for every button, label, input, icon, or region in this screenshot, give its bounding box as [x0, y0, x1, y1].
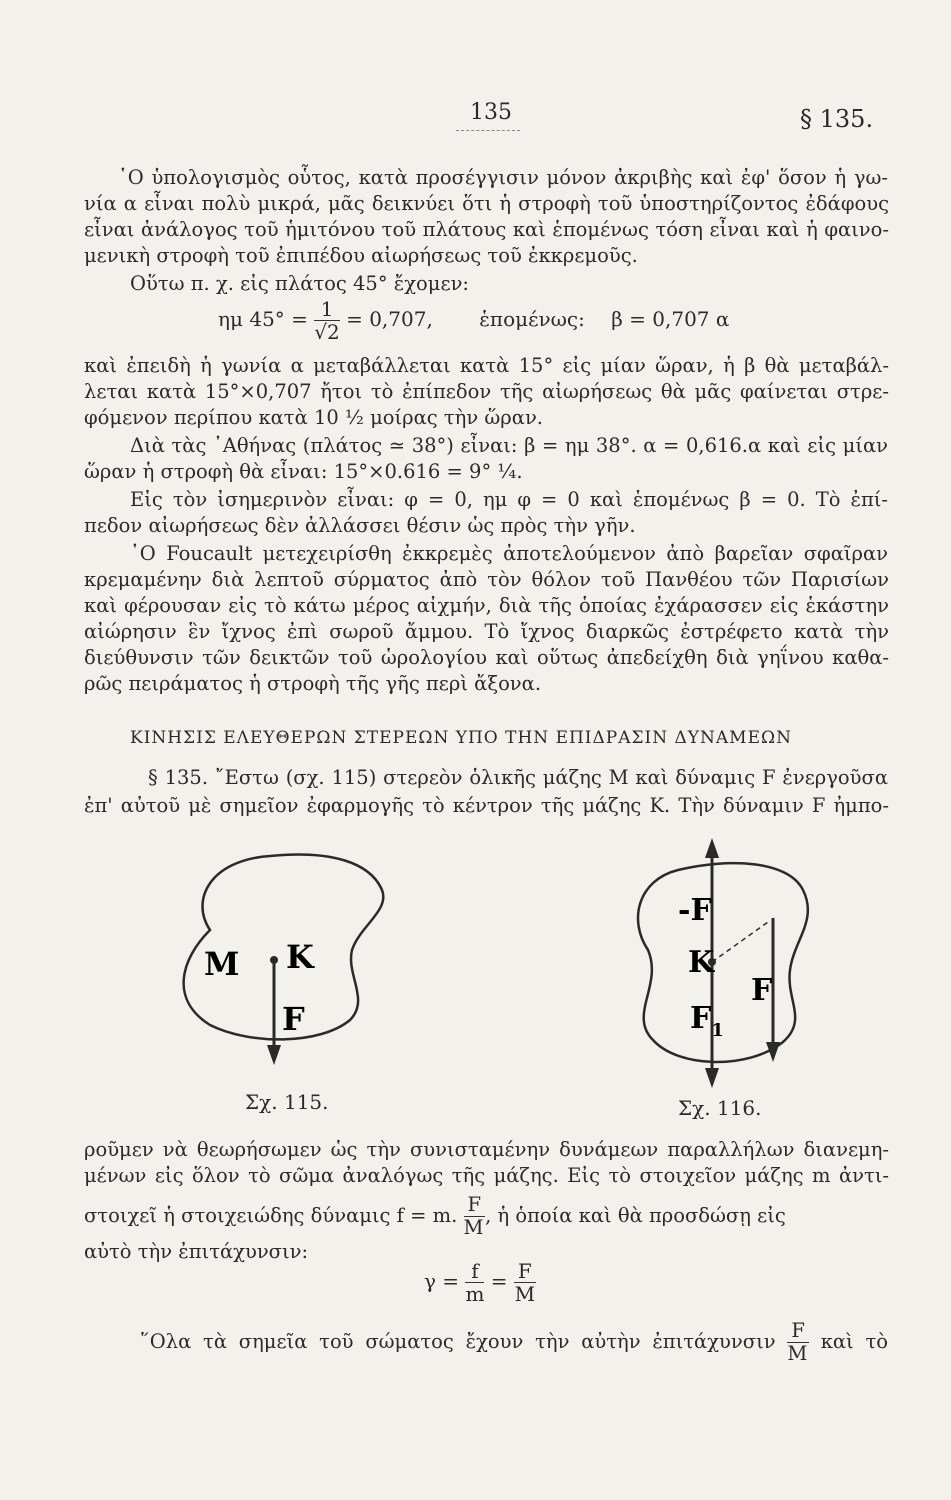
text-line: μενικὴ στροφὴ τοῦ ἐπιπέδου αἰωρήσεως τοῦ ἐκκρεμοῦς.: [84, 244, 638, 267]
text-line: κρεμαμένην διὰ λεπτοῦ σύρματος ἀπὸ τὸν θόλον τοῦ Πανθέου τῶν Παρισίων: [84, 568, 889, 591]
text-line-with-fraction: [84, 1194, 889, 1239]
text-line: διεύθυνσιν τῶν δεικτῶν τοῦ ὡρολογίου καὶ οὕτως ἀπεδείχθη διὰ γηΐνου καθα-: [84, 646, 889, 669]
eq-beta: β = 0,707 α: [611, 307, 730, 331]
text-line: καὶ φέρουσαν εἰς τὸ κάτω μέρος αἰχμήν, διὰ τῆς ὁποίας ἐχάρασσεν εἰς ἑκάστην: [84, 594, 889, 617]
eq-gamma: γ =: [424, 1269, 460, 1293]
text-line: Διὰ τὰς ᾿Αθήνας (πλάτος ≃ 38°) εἶναι: β = ημ 38°. α = 0,616.α καὶ εἰς μίαν: [130, 434, 888, 457]
fraction-denominator: M: [514, 1282, 536, 1306]
equation-sine-45: [218, 298, 729, 343]
text-fragment: καὶ τὸ: [820, 1330, 889, 1353]
eq-then: ἑπομένως:: [479, 307, 585, 331]
section-reference: § 135.: [800, 105, 874, 133]
figure-115-caption: Σχ. 115.: [245, 1090, 329, 1114]
force-arrowhead: [267, 1045, 281, 1065]
text-line: ροῦμεν νὰ θεωρήσωμεν ὡς τὴν συνισταμένην δυνάμεων παραλλήλων διανεμη-: [84, 1138, 889, 1161]
label-force: F: [282, 1000, 305, 1038]
dashed-connector: [712, 922, 768, 962]
fraction: [787, 1320, 809, 1365]
fraction: [465, 1260, 484, 1305]
label-force-1-subscript: 1: [711, 1020, 724, 1041]
text-line: νία α εἶναι πολὺ μικρά, μᾶς δεικνύει ὅτι ἡ στροφὴ τοῦ ὑποστηρίζοντος ἐδάφους: [84, 192, 889, 215]
down-arrowhead: [705, 1068, 719, 1088]
label-mass: M: [204, 945, 240, 983]
text-line: ρῶς πειράματος ἡ στροφὴ τῆς γῆς περὶ ἄξονα.: [84, 672, 542, 695]
label-force-1-letter: F: [690, 1001, 712, 1036]
figure-116-caption: Σχ. 116.: [678, 1096, 762, 1120]
fraction-denominator: √2: [314, 320, 340, 344]
fraction-denominator: M: [463, 1216, 484, 1239]
fraction-numerator: F: [787, 1320, 809, 1343]
center-of-mass-point: [270, 956, 278, 964]
text-line: Εἰς τὸν ἰσημερινὸν εἶναι: φ = 0, ημ φ = 0 καὶ ἑπομένως β = 0. Τὸ ἐπί-: [130, 488, 888, 511]
text-line: εἶναι ἀνάλογος τοῦ ἡμιτόνου τοῦ πλάτους καὶ ἑπομένως τόση εἶναι καὶ ἡ φαινο-: [84, 218, 889, 241]
text-line: ὥραν ἡ στροφὴ θὰ εἶναι: 15°×0.616 = 9° ¼.: [84, 460, 523, 483]
text-fragment: ῞Ολα τὰ σημεῖα τοῦ σώματος ἔχουν τὴν αὐτὴν ἐπιτάχυνσιν: [140, 1330, 776, 1353]
text-line: αὐτὸ τὴν ἐπιτάχυνσιν:: [84, 1240, 309, 1263]
fraction: [314, 298, 339, 343]
eq-rhs: = 0,707,: [346, 307, 433, 331]
figure-115: [170, 840, 430, 1070]
text-fragment: στοιχεῖ ἡ στοιχειώδης δύναμις f = m.: [84, 1204, 458, 1227]
fraction: [514, 1260, 536, 1305]
label-force: F: [751, 973, 773, 1008]
text-line: ἐπ' αὐτοῦ μὲ σημεῖον ἐφαρμογῆς τὸ κέντρον τῆς μάζης Κ. Τὴν δύναμιν F ἠμπο-: [84, 794, 889, 817]
fraction-numerator: 1: [314, 298, 339, 321]
fraction-numerator: f: [465, 1260, 484, 1283]
text-line: πεδον αἰωρήσεως δὲν ἀλλάσσει θέσιν ὡς πρὸς τὴν γῆν.: [84, 514, 636, 537]
text-line: αἰώρησιν ἓν ἴχνος ἐπὶ σωροῦ ἄμμου. Τὸ ἴχνος διαρκῶς ἐστρέφετο κατὰ τὴν: [84, 620, 889, 643]
fraction-denominator: M: [787, 1342, 808, 1365]
text-line: φόμενον περίπου κατὰ 10 ½ μοίρας τὴν ὥραν.: [84, 406, 543, 429]
label-center: K: [286, 938, 314, 976]
text-line: ῾Ο Foucault μετεχειρίσθη ἐκκρεμὲς ἀποτελούμενον ἀπὸ βαρεῖαν σφαῖραν: [130, 542, 888, 565]
text-line: λεται κατὰ 15°×0,707 ἤτοι τὸ ἐπίπεδον τῆς αἰωρήσεως θὰ μᾶς φαίνεται στρε-: [84, 380, 889, 403]
label-negative-force: -F: [678, 893, 712, 928]
text-line-with-fraction: [140, 1320, 888, 1365]
fraction: [464, 1194, 486, 1239]
text-line: μένων εἰς ὅλον τὸ σῶμα ἀναλόγως τῆς μάζης. Εἰς τὸ στοιχεῖον μάζης m ἀντι-: [84, 1164, 889, 1187]
fraction-numerator: F: [464, 1194, 486, 1217]
eq-lhs: ημ 45° =: [218, 307, 308, 331]
text-fragment: , ἡ ὁποία καὶ θὰ προσδώσῃ εἰς: [485, 1204, 786, 1227]
up-arrowhead: [705, 838, 719, 858]
fraction-numerator: F: [514, 1260, 536, 1283]
section-heading: ΚΙΝΗΣΙΣ ΕΛΕΥΘΕΡΩΝ ΣΤΕΡΕΩΝ ΥΠΟ ΤΗΝ ΕΠΙΔΡΑΣΙΝ ΔΥΝΑΜΕΩΝ: [130, 728, 792, 748]
figure-116: [618, 830, 838, 1090]
fraction-denominator: m: [465, 1282, 485, 1306]
text-line: ῾Ο ὑπολογισμὸς οὗτος, κατὰ προσέγγισιν μόνον ἀκριβὴς καὶ ἐφ' ὅσον ἡ γω-: [118, 166, 888, 189]
label-center: K: [688, 945, 715, 980]
page-number: 135: [470, 100, 512, 125]
text-line: § 135. ῎Εστω (σχ. 115) στερεὸν ὁλικῆς μάζης Μ καὶ δύναμις F ἐνεργοῦσα: [148, 766, 888, 789]
label-force-1: [690, 1001, 724, 1041]
equation-acceleration: [424, 1260, 536, 1305]
eq-sign: =: [490, 1269, 508, 1293]
text-line: καὶ ἐπειδὴ ἡ γωνία α μεταβάλλεται κατὰ 15° εἰς μίαν ὥραν, ἡ β θὰ μεταβάλ-: [84, 354, 889, 377]
text-line: Οὕτω π. χ. εἰς πλάτος 45° ἔχομεν:: [130, 272, 469, 295]
